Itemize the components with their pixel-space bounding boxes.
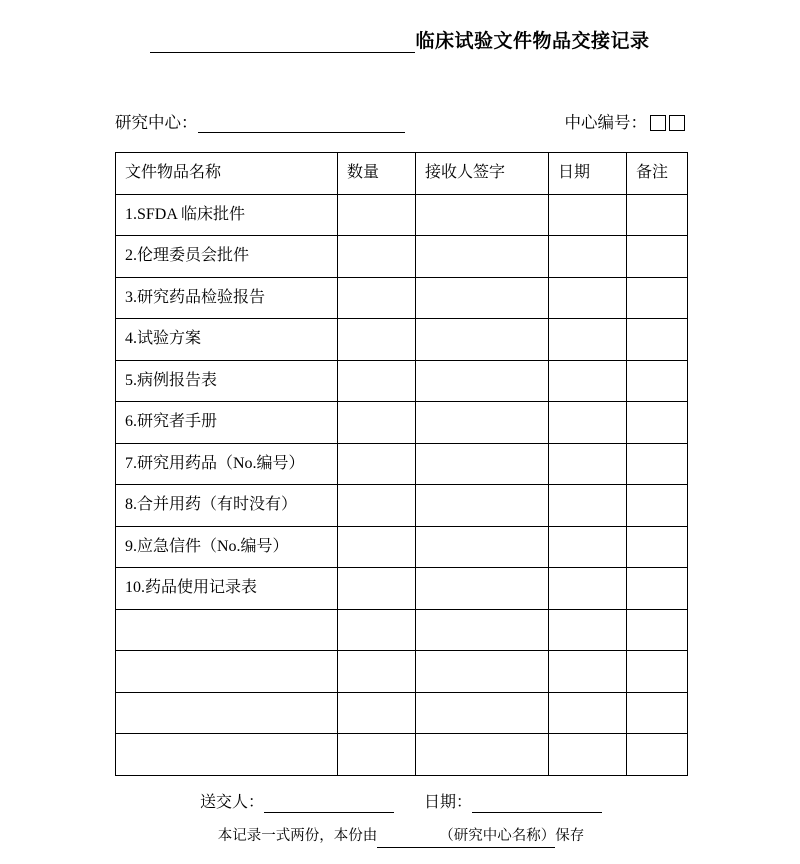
- center-number-box-1[interactable]: [650, 115, 666, 131]
- table-row: [116, 319, 688, 361]
- title-fill-blank[interactable]: [150, 30, 415, 53]
- cell-note[interactable]: [627, 319, 688, 361]
- table-body: [116, 194, 688, 775]
- cell-signature[interactable]: [416, 194, 549, 236]
- cell-date[interactable]: [549, 526, 627, 568]
- cell-date[interactable]: [549, 609, 627, 651]
- cell-name: 6.研究者手册: [116, 402, 338, 444]
- cell-note[interactable]: [627, 485, 688, 527]
- cell-name: 1.SFDA 临床批件: [116, 194, 338, 236]
- table-row: [116, 568, 688, 610]
- cell-name[interactable]: [116, 692, 338, 734]
- footer-date-input[interactable]: [472, 795, 602, 813]
- cell-name: 5.病例报告表: [116, 360, 338, 402]
- footer-note-prefix: 本记录一式两份，本份由: [217, 828, 378, 844]
- cell-note[interactable]: [627, 402, 688, 444]
- cell-signature[interactable]: [416, 734, 549, 776]
- table-row: [116, 402, 688, 444]
- cell-note[interactable]: [627, 526, 688, 568]
- center-number-boxes: [650, 115, 685, 133]
- cell-note[interactable]: [627, 443, 688, 485]
- table-header: [116, 153, 688, 195]
- cell-name[interactable]: [116, 734, 338, 776]
- table-row: [116, 526, 688, 568]
- cell-date[interactable]: [549, 319, 627, 361]
- column-header-note: 备注: [627, 153, 688, 195]
- cell-note[interactable]: [627, 692, 688, 734]
- cell-name: 9.应急信件（No.编号）: [116, 526, 338, 568]
- cell-name: 3.研究药品检验报告: [116, 277, 338, 319]
- cell-date[interactable]: [549, 443, 627, 485]
- cell-note[interactable]: [627, 651, 688, 693]
- document-title-row: [0, 30, 800, 53]
- research-center-label: 研究中心：: [115, 113, 198, 132]
- column-header-signature: 接收人签字: [416, 153, 549, 195]
- cell-qty[interactable]: [338, 236, 416, 278]
- page-title: 临床试验文件物品交接记录: [415, 31, 650, 52]
- table-row: [116, 360, 688, 402]
- footer-note-input[interactable]: [377, 832, 439, 848]
- cell-qty[interactable]: [338, 360, 416, 402]
- cell-qty[interactable]: [338, 526, 416, 568]
- table-row: [116, 485, 688, 527]
- column-header-date: 日期: [549, 153, 627, 195]
- cell-qty[interactable]: [338, 609, 416, 651]
- table-row: [116, 443, 688, 485]
- cell-name[interactable]: [116, 651, 338, 693]
- cell-qty[interactable]: [338, 277, 416, 319]
- column-header-name: 文件物品名称: [116, 153, 338, 195]
- research-center-input[interactable]: [198, 114, 405, 133]
- cell-date[interactable]: [549, 485, 627, 527]
- cell-name: 8.合并用药（有时没有）: [116, 485, 338, 527]
- cell-note[interactable]: [627, 734, 688, 776]
- cell-qty[interactable]: [338, 651, 416, 693]
- cell-signature[interactable]: [416, 651, 549, 693]
- table-row: [116, 692, 688, 734]
- cell-signature[interactable]: [416, 609, 549, 651]
- cell-note[interactable]: [627, 277, 688, 319]
- table-row: [116, 236, 688, 278]
- cell-note[interactable]: [627, 609, 688, 651]
- cell-signature[interactable]: [416, 236, 549, 278]
- cell-note[interactable]: [627, 194, 688, 236]
- header-fields: [115, 113, 685, 133]
- center-number-label: 中心编号：: [564, 113, 647, 132]
- column-header-qty: 数量: [338, 153, 416, 195]
- cell-date[interactable]: [549, 568, 627, 610]
- cell-date[interactable]: [549, 734, 627, 776]
- cell-signature[interactable]: [416, 443, 549, 485]
- footer-note-suffix: 保存: [555, 828, 585, 844]
- cell-signature[interactable]: [416, 526, 549, 568]
- cell-qty[interactable]: [338, 734, 416, 776]
- cell-name[interactable]: [116, 609, 338, 651]
- footer-note: [115, 826, 687, 848]
- table-header-row: [116, 153, 688, 195]
- cell-signature[interactable]: [416, 485, 549, 527]
- cell-name: 7.研究用药品（No.编号）: [116, 443, 338, 485]
- cell-date[interactable]: [549, 236, 627, 278]
- cell-date[interactable]: [549, 194, 627, 236]
- submitter-input[interactable]: [264, 795, 394, 813]
- cell-qty[interactable]: [338, 485, 416, 527]
- cell-date[interactable]: [549, 692, 627, 734]
- center-number-box-2[interactable]: [669, 115, 685, 131]
- table-row: [116, 734, 688, 776]
- table-row: [116, 651, 688, 693]
- cell-signature[interactable]: [416, 568, 549, 610]
- footer-note-middle: （研究中心名称）: [439, 826, 555, 848]
- footer-date-label: 日期：: [424, 794, 473, 811]
- table-row: [116, 194, 688, 236]
- footer-signature-row: [115, 793, 687, 813]
- handover-table: [115, 152, 688, 776]
- cell-signature[interactable]: [416, 402, 549, 444]
- cell-signature[interactable]: [416, 692, 549, 734]
- cell-qty[interactable]: [338, 319, 416, 361]
- cell-signature[interactable]: [416, 360, 549, 402]
- cell-qty[interactable]: [338, 692, 416, 734]
- cell-qty[interactable]: [338, 443, 416, 485]
- cell-qty[interactable]: [338, 568, 416, 610]
- cell-note[interactable]: [627, 568, 688, 610]
- cell-note[interactable]: [627, 360, 688, 402]
- cell-name: 4.试验方案: [116, 319, 338, 361]
- cell-note[interactable]: [627, 236, 688, 278]
- cell-date[interactable]: [549, 360, 627, 402]
- cell-qty[interactable]: [338, 194, 416, 236]
- cell-date[interactable]: [549, 651, 627, 693]
- cell-date[interactable]: [549, 402, 627, 444]
- table-row: [116, 609, 688, 651]
- cell-qty[interactable]: [338, 402, 416, 444]
- cell-name: 10.药品使用记录表: [116, 568, 338, 610]
- cell-date[interactable]: [549, 277, 627, 319]
- cell-signature[interactable]: [416, 319, 549, 361]
- cell-signature[interactable]: [416, 277, 549, 319]
- submitter-label: 送交人：: [199, 794, 264, 811]
- table-row: [116, 277, 688, 319]
- cell-name: 2.伦理委员会批件: [116, 236, 338, 278]
